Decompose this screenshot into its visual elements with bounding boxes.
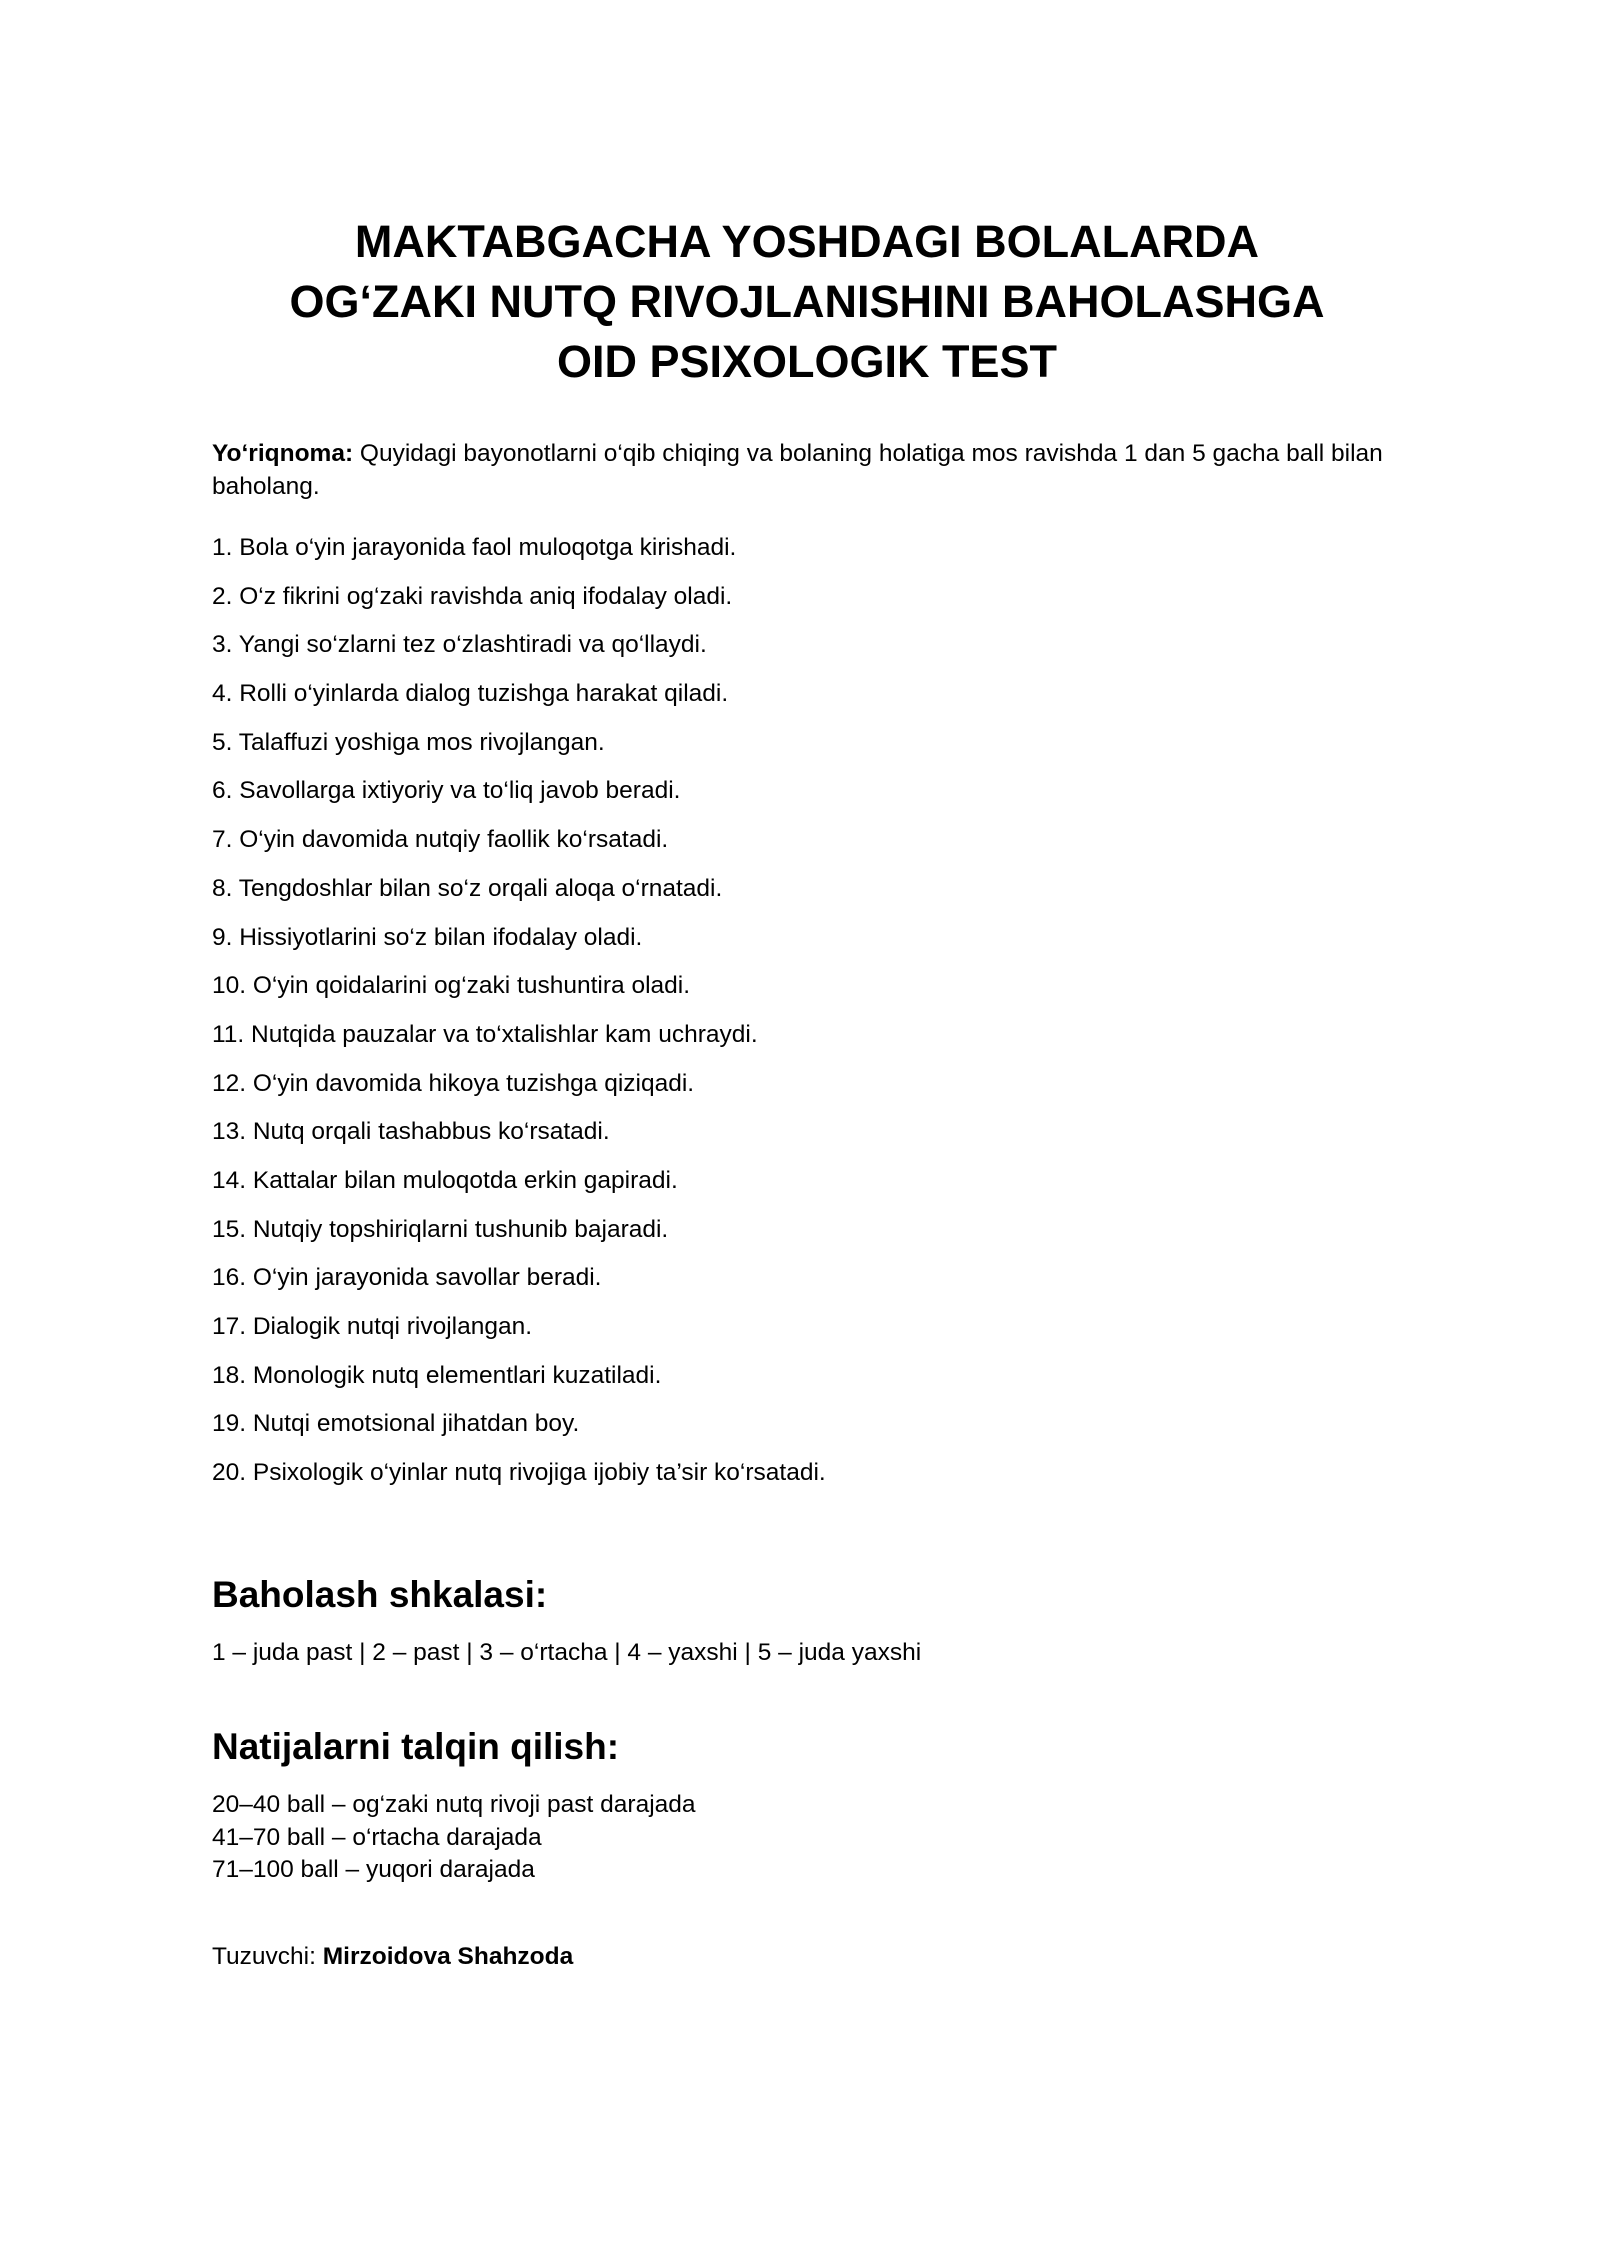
question-item: 12. O‘yin davomida hikoya tuzishga qiziqadi.: [212, 1069, 695, 1097]
question-item: 4. Rolli o‘yinlarda dialog tuzishga harakat qiladi.: [212, 680, 729, 708]
instruction-label: Yo‘riqnoma:: [212, 440, 354, 467]
question-item: 20. Psixologik o‘yinlar nutq rivojiga ijobiy ta’sir ko‘rsatadi.: [212, 1459, 826, 1487]
question-item: 7. O‘yin davomida nutqiy faollik ko‘rsatadi.: [212, 826, 669, 854]
question-item: 10. O‘yin qoidalarini og‘zaki tushuntira oladi.: [212, 972, 691, 1000]
interpretation-heading: Natijalarni talqin qilish:: [212, 1726, 620, 1767]
author-name: Mirzoidova Shahzoda: [322, 1943, 574, 1970]
question-item: 5. Talaffuzi yoshiga mos rivojlangan.: [212, 728, 605, 756]
question-item: 14. Kattalar bilan muloqotda erkin gapiradi.: [212, 1166, 678, 1194]
interpretation-list: [212, 1788, 696, 1886]
author-line: [212, 1940, 573, 1973]
question-item: 17. Dialogik nutqi rivojlangan.: [212, 1313, 533, 1340]
interpretation-line: 71–100 ball – yuqori darajada: [212, 1856, 535, 1883]
question-item: 18. Monologik nutq elementlari kuzatiladi.: [212, 1361, 662, 1389]
interpretation-line: 41–70 ball – o‘rtacha darajada: [212, 1823, 542, 1851]
question-item: 3. Yangi so‘zlarni tez o‘zlashtiradi va qo‘llaydi.: [212, 631, 707, 659]
scale-heading: Baholash shkalasi:: [212, 1574, 548, 1615]
question-list: [212, 531, 826, 1505]
question-item: 13. Nutq orqali tashabbus ko‘rsatadi.: [212, 1118, 610, 1146]
question-item: 9. Hissiyotlarini so‘z bilan ifodalay oladi.: [212, 923, 643, 951]
title-line-3: OID PSIXOLOGIK TEST: [556, 336, 1058, 387]
question-item: 16. O‘yin jarayonida savollar beradi.: [212, 1264, 602, 1292]
interpretation-line: 20–40 ball – og‘zaki nutq rivoji past darajada: [212, 1791, 696, 1818]
title-line-2: OG‘ZAKI NUTQ RIVOJLANISHINI BAHOLASHGA: [289, 276, 1325, 327]
question-item: 8. Tengdoshlar bilan so‘z orqali aloqa o‘rnatadi.: [212, 874, 723, 902]
instruction-text: Quyidagi bayonotlarni o‘qib chiqing va bolaning holatiga mos ravishda 1 dan 5 gacha ball bilan baholang.: [212, 440, 1383, 500]
instruction-paragraph: [212, 437, 1402, 503]
question-item: 1. Bola o‘yin jarayonida faol muloqotga kirishadi.: [212, 534, 737, 561]
author-label: Tuzuvchi:: [212, 1943, 323, 1970]
page-title: [212, 212, 1402, 392]
question-item: 11. Nutqida pauzalar va to‘xtalishlar kam uchraydi.: [212, 1020, 758, 1048]
question-item: 2. O‘z fikrini og‘zaki ravishda aniq ifodalay oladi.: [212, 582, 733, 610]
question-item: 6. Savollarga ixtiyoriy va to‘liq javob beradi.: [212, 777, 681, 805]
scale-text: 1 – juda past | 2 – past | 3 – o‘rtacha | 4 – yaxshi | 5 – juda yaxshi: [212, 1639, 922, 1666]
question-item: 19. Nutqi emotsional jihatdan boy.: [212, 1410, 580, 1438]
question-item: 15. Nutqiy topshiriqlarni tushunib bajaradi.: [212, 1215, 669, 1243]
title-line-1: MAKTABGACHA YOSHDAGI BOLALARDA: [354, 216, 1260, 267]
